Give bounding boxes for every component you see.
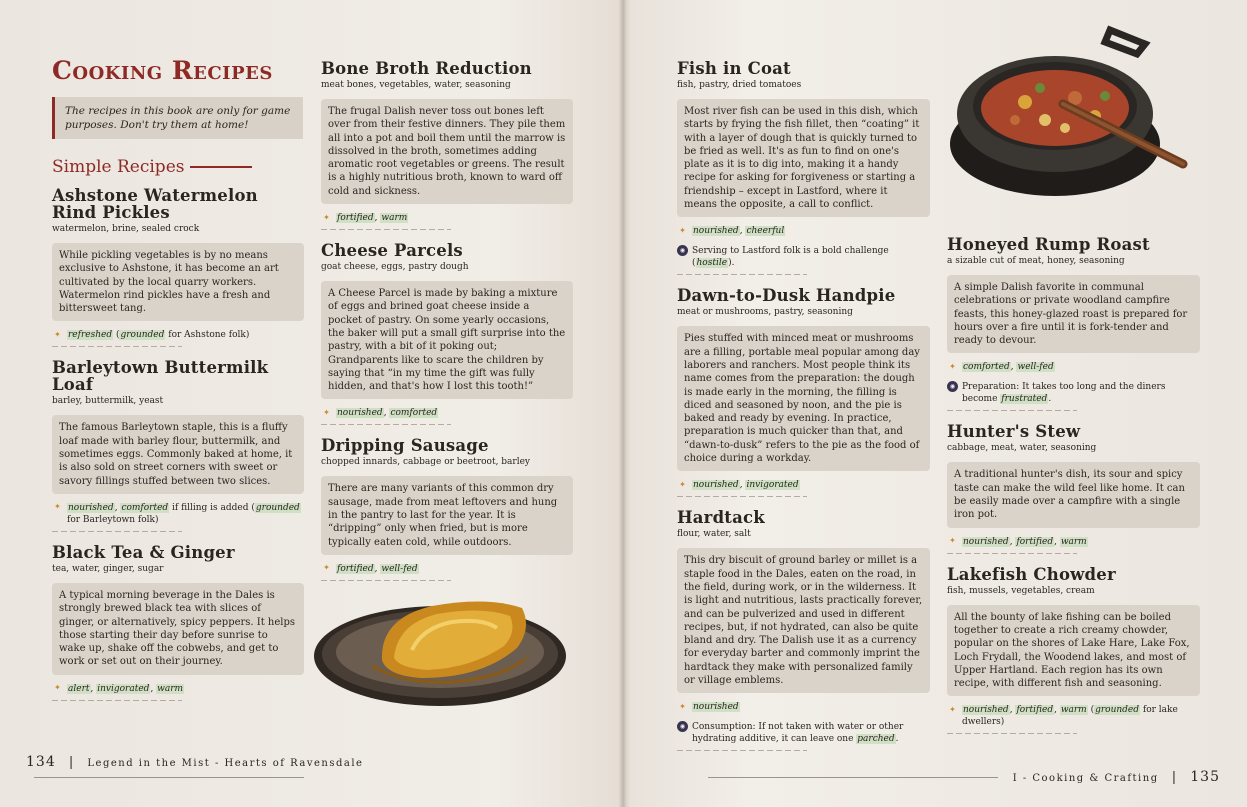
recipe-ingredients: barley, buttermilk, yeast (52, 396, 164, 407)
recipe-ingredients: flour, water, salt (677, 529, 751, 540)
effect-line (677, 721, 930, 745)
effect-line (321, 563, 573, 575)
plus-icon: ✦ (323, 563, 330, 573)
status-tag: nourished (693, 480, 739, 491)
recipe-title: Hunter's Stew (947, 422, 1081, 442)
disclaimer-box: The recipes in this book are only for game purposes. Don't try them at home! (52, 97, 303, 139)
plus-icon: ✦ (949, 536, 956, 546)
left-footer: 134 | Legend in the Mist - Hearts of Ravensdale (26, 754, 622, 785)
effect-text (692, 245, 930, 269)
effect-plain: Preparation: It takes too long and the diners become (962, 382, 1166, 405)
recipe-description: A typical morning beverage in the Dales is strongly brewed black tea with slices of ginger, or alternatively, spicy peppers. It helps those starting their day before sunrise to wake up, shake off the cobwebs, and get to work or set out on their journey. (52, 583, 304, 675)
recipe-separator (677, 274, 807, 275)
status-tag: warm (1060, 705, 1087, 716)
status-tag: comforted (121, 502, 169, 513)
recipe-title: Honeyed Rump Roast (947, 235, 1150, 254)
effect-line (947, 536, 1200, 548)
recipe-list (677, 60, 930, 751)
effect-plain: , (739, 226, 746, 237)
status-tag: fortified (337, 213, 374, 224)
status-tag: nourished (693, 226, 739, 237)
effect-text (336, 212, 408, 224)
effect-plain: , (739, 480, 746, 491)
eye-icon: ◉ (677, 721, 688, 732)
status-tag: warm (1060, 536, 1087, 547)
recipe-ingredients: chopped innards, cabbage or beetroot, barley (321, 457, 531, 468)
effect-text (336, 563, 419, 575)
recipe-entry (52, 544, 304, 701)
effect-text (962, 704, 1200, 728)
effect-plain: Consumption: If not taken with water or other hydrating additive, it can leave one (692, 722, 904, 745)
effect-plain: , (90, 683, 97, 694)
recipe-entry (677, 509, 930, 751)
effect-plain: if filling is added ( (169, 502, 255, 513)
recipe-ingredients: fish, pastry, dried tomatoes (677, 80, 802, 90)
eye-icon: ◉ (947, 381, 958, 392)
effect-line (52, 683, 304, 695)
recipe-ingredients: watermelon, brine, sealed crock (52, 224, 200, 234)
recipe-title: Black Tea & Ginger (52, 542, 235, 562)
right-page (625, 0, 1247, 807)
effect-plain: , (1054, 536, 1060, 547)
effect-plain: , (383, 408, 390, 419)
effect-plain: , (374, 213, 381, 224)
recipe-description: The famous Barleytown staple, this is a fluffy loaf made with barley flour, buttermilk, and sometimes eggs. Commonly baked at home, it is also sold on street corners with sweet or savory fillings stuffed between two slices. (52, 415, 304, 493)
recipe-ingredients: a sizable cut of meat, honey, seasoning (947, 256, 1125, 266)
status-tag: grounded (120, 330, 165, 341)
recipe-title: Fish in Coat (677, 59, 791, 78)
status-tag: warm (157, 683, 184, 694)
status-tag: grounded (1095, 705, 1140, 716)
recipe-ingredients: cabbage, meat, water, seasoning (947, 443, 1097, 454)
effect-line (947, 361, 1200, 373)
recipe-entry (677, 60, 930, 275)
plus-icon: ✦ (679, 225, 686, 235)
footer-rule (34, 777, 304, 778)
effect-line (947, 381, 1200, 405)
status-tag: comforted (390, 408, 438, 419)
recipe-description: The frugal Dalish never toss out bones left over from their festive dinners. They pile them all into a pot and boil them until the marrow is dissolved in the broth, sometimes adding aromatic root vegetables or greens. The result is a highly nutritious broth, known to ward off cold and sickness. (321, 99, 573, 204)
status-tag: nourished (963, 536, 1009, 547)
status-tag: fortified (1016, 705, 1054, 716)
recipe-entry (947, 566, 1200, 735)
status-tag: comforted (963, 362, 1010, 373)
recipe-separator (947, 410, 1077, 411)
effect-plain: , (1009, 536, 1016, 547)
recipe-title: Hardtack (677, 508, 765, 528)
effect-line (677, 701, 930, 713)
recipe-separator (677, 496, 807, 497)
recipe-title: Dawn-to-Dusk Handpie (677, 286, 896, 306)
recipe-list (947, 236, 1200, 734)
recipe-separator (677, 750, 807, 751)
recipe-title: Dripping Sausage (321, 436, 489, 456)
recipe-separator (52, 346, 182, 347)
effect-plain: ). (728, 258, 735, 269)
status-tag: nourished (337, 408, 383, 419)
recipe-description: While pickling vegetables is by no means exclusive to Ashstone, it has become an art cultivated by the local quarry workers. Watermelon rind pickles have a fresh and bittersweet tang. (52, 243, 304, 321)
recipe-entry (947, 423, 1200, 553)
effect-plain: , (1009, 705, 1016, 716)
effect-plain: ( (1087, 705, 1095, 716)
recipe-entry (677, 287, 930, 497)
effect-plain: , (150, 683, 157, 694)
plus-icon: ✦ (323, 407, 330, 417)
page-title: Cooking Recipes (52, 56, 273, 85)
effect-plain: , (114, 502, 121, 513)
recipe-description: There are many variants of this common dry sausage, made from meat leftovers and hung in the pantry to last for the year. It is “dripping” only when fried, but is more typically eaten cold, while outdoors. (321, 476, 573, 554)
recipe-separator (321, 229, 451, 230)
plus-icon: ✦ (949, 704, 956, 714)
left-col-2 (321, 60, 573, 593)
recipe-title: Lakefish Chowder (947, 564, 1116, 584)
effect-text (692, 721, 930, 745)
status-tag: parched (857, 734, 895, 745)
recipe-title: Ashstone Watermelon Rind Pickles (52, 186, 258, 222)
effect-line (321, 407, 573, 419)
right-col-2 (947, 236, 1200, 746)
effect-plain: ( (113, 330, 120, 341)
recipe-list (321, 60, 573, 581)
effect-text (962, 361, 1055, 373)
recipe-entry (947, 236, 1200, 411)
effect-plain: , (374, 563, 381, 574)
recipe-description: A simple Dalish favorite in communal celebrations or private woodland campfire feasts, this honey-glazed roast is prepared for hours over a fire until it is fork-tender and ready to devour. (947, 275, 1200, 353)
status-tag: invigorated (746, 480, 799, 491)
recipe-ingredients: goat cheese, eggs, pastry dough (321, 262, 469, 273)
effect-text (962, 381, 1200, 405)
recipe-ingredients: tea, water, ginger, sugar (52, 563, 164, 574)
plus-icon: ✦ (679, 701, 686, 711)
eye-icon: ◉ (677, 245, 688, 256)
recipe-ingredients: meat or mushrooms, pastry, seasoning (677, 307, 853, 318)
plus-icon: ✦ (54, 502, 61, 512)
status-tag: invigorated (97, 683, 150, 694)
effect-line (677, 479, 930, 491)
recipe-separator (52, 531, 182, 532)
status-tag: hostile (696, 258, 728, 269)
effect-line (321, 212, 573, 224)
recipe-separator (321, 580, 451, 581)
stew-pot-illustration (945, 24, 1195, 204)
effect-text (67, 502, 304, 526)
status-tag: grounded (255, 502, 300, 513)
section-heading (52, 157, 304, 177)
recipe-separator (947, 733, 1077, 734)
status-tag: frustrated (1001, 394, 1048, 405)
effect-plain: . (1048, 394, 1052, 405)
plus-icon: ✦ (679, 479, 686, 489)
recipe-title: Cheese Parcels (321, 241, 463, 261)
effect-text (67, 329, 249, 341)
status-tag: cheerful (746, 226, 785, 237)
effect-plain: Serving to Lastford folk is a bold challenge ( (692, 246, 889, 269)
effect-text (962, 536, 1088, 548)
cheese-parcel-illustration (312, 588, 574, 710)
recipe-ingredients: meat bones, vegetables, water, seasoning (321, 80, 511, 90)
status-tag: nourished (68, 502, 114, 513)
running-title: I - Cooking & Crafting (1012, 773, 1159, 784)
recipe-description: Pies stuffed with minced meat or mushrooms are a filling, portable meal popular among day laborers and ranchers. Most people think its name comes from the preparation: the dough is made early in the morning, the filling is diced and seasoned by noon, and the pie is baked and ready by evening. In practice, preparation is much quicker than that, and “dawn-to-dusk” refers to the pie as the food of choice during a workday. (677, 326, 930, 471)
status-tag: nourished (963, 705, 1009, 716)
right-footer: I - Cooking & Crafting | 135 (625, 769, 1220, 785)
status-tag: alert (68, 683, 90, 694)
effect-text (692, 479, 800, 491)
status-tag: nourished (693, 702, 739, 713)
recipe-description: A traditional hunter's dish, its sour and spicy taste can make the wild feel like home. It can be easily made over a campfire with a single iron pot. (947, 462, 1200, 527)
recipe-description: Most river fish can be used in this dish, which starts by frying the fish fillet, then “coating” it with a layer of dough that is quickly turned to be fried as well. It's as fun to find on one's plate as it is to dig into, making it a handy recipe for asking for forgiveness or starting a friendship – except in Lastford, where it means the opposite, a call to conflict. (677, 99, 930, 217)
plus-icon: ✦ (323, 212, 330, 222)
plus-icon: ✦ (949, 361, 956, 371)
recipe-separator (52, 700, 182, 701)
recipe-separator (321, 424, 451, 425)
effect-line (947, 704, 1200, 728)
plus-icon: ✦ (54, 329, 61, 339)
effect-plain: for lake dwellers) (962, 705, 1178, 728)
recipe-entry (321, 437, 573, 580)
recipe-entry (52, 187, 304, 347)
section-heading-text: Simple Recipes (52, 157, 185, 177)
status-tag: warm (381, 213, 408, 224)
recipe-description: This dry biscuit of ground barley or millet is a staple food in the Dales, eaten on the road, in the field, during work, or in the wilderness. It is light and nutritious, lasts practically forever, and can be pulverized and used in different recipes, but, if not hydrated, can also be quite bland and dry. The Dalish use it as a currency for everyday barter and commonly imprint the hardtack they make with personalized family or village emblems. (677, 548, 930, 693)
plus-icon: ✦ (54, 683, 61, 693)
status-tag: well-fed (1017, 362, 1054, 373)
effect-text (67, 683, 184, 695)
effect-plain: for Ashstone folk) (165, 330, 250, 341)
effect-plain: , (1010, 362, 1017, 373)
status-tag: fortified (1016, 536, 1054, 547)
effect-line (52, 329, 304, 341)
status-tag: fortified (337, 563, 374, 574)
right-col-1 (677, 60, 930, 763)
effect-plain: for Barleytown folk) (67, 514, 159, 525)
page-number: 135 (1190, 769, 1220, 785)
effect-line (52, 502, 304, 526)
recipe-entry (52, 359, 304, 531)
running-title: Legend in the Mist - Hearts of Ravensdale (87, 758, 364, 769)
effect-text (692, 225, 785, 237)
footer-rule (708, 777, 998, 778)
effect-text (692, 701, 740, 713)
recipe-list (52, 187, 304, 701)
recipe-title: Barleytown Buttermilk Loaf (52, 358, 269, 395)
left-page (0, 0, 622, 807)
status-tag: refreshed (68, 330, 113, 341)
status-tag: well-fed (381, 563, 418, 574)
recipe-title: Bone Broth Reduction (321, 59, 532, 78)
recipe-separator (947, 553, 1077, 554)
effect-plain: , (1054, 705, 1060, 716)
left-col-1 (52, 56, 304, 713)
page-number: 134 (26, 754, 56, 770)
effect-text (336, 407, 438, 419)
recipe-ingredients: fish, mussels, vegetables, cream (947, 585, 1095, 596)
section-rule (190, 166, 252, 168)
recipe-description: All the bounty of lake fishing can be boiled together to create a rich creamy chowder, popular on the shores of Lake Hare, Lake Fox, Loch Frydall, the Woodend lakes, and most of Upper Hartland. Each region has its own recipe, with different fish and seasoning. (947, 605, 1200, 697)
recipe-entry (321, 60, 573, 230)
effect-line (677, 245, 930, 269)
recipe-entry (321, 242, 573, 425)
effect-plain: . (895, 734, 899, 745)
effect-line (677, 225, 930, 237)
recipe-description: A Cheese Parcel is made by baking a mixture of eggs and brined goat cheese inside a pocket of pastry. On some yearly occasions, the baker will put a small gift surprise into the pastry, with a bit of it poking out; Grandparents like to scare the children by saying that “in my time the gift was fully hidden, and that's how I lost this tooth!” (321, 281, 573, 399)
